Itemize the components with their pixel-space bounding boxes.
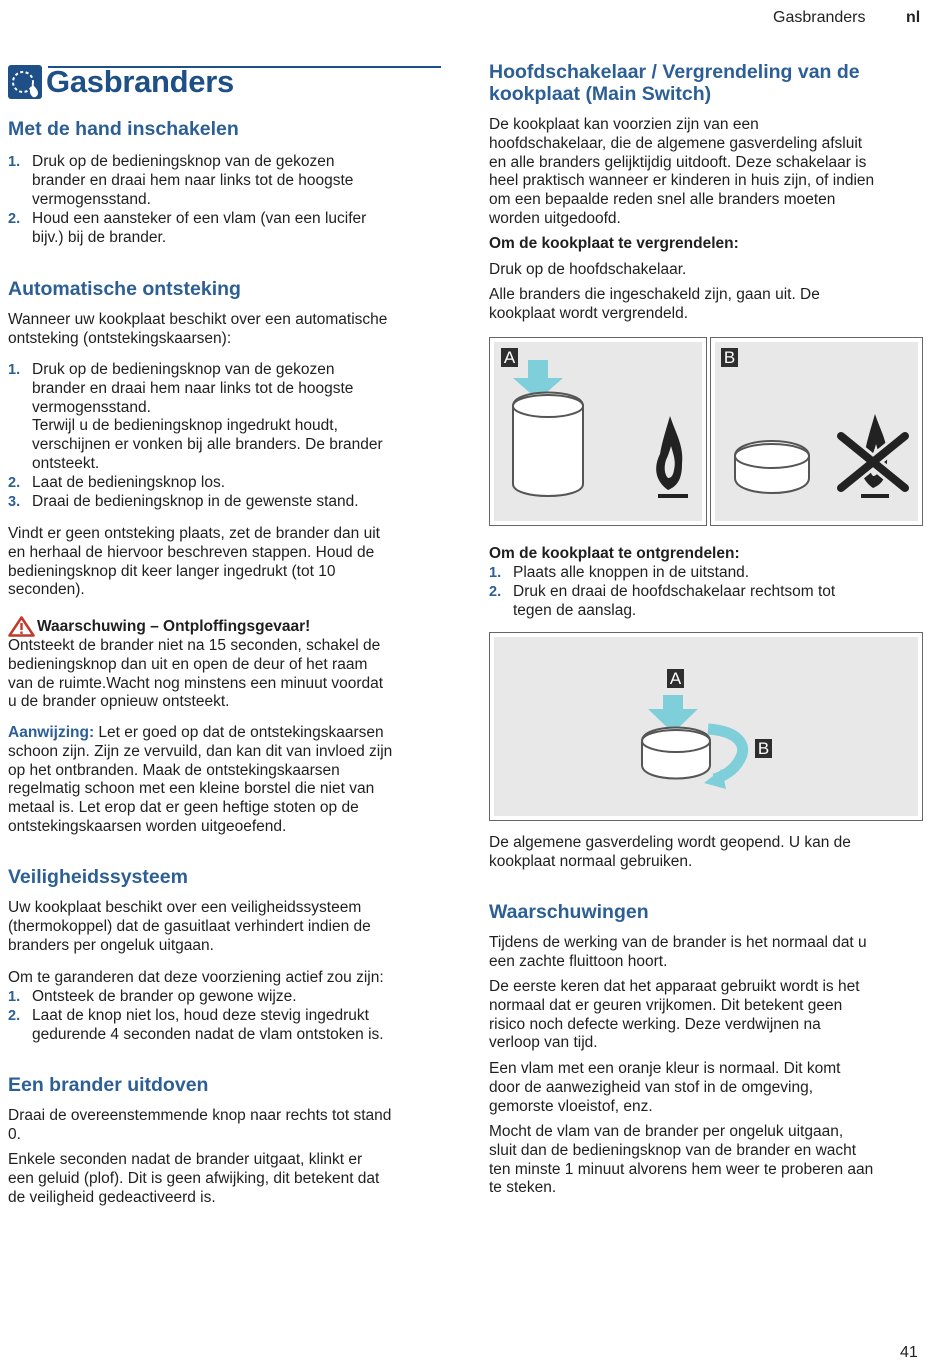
heading-main-switch bbox=[489, 61, 860, 105]
paragraph-line: door de aanwezigheid van stof in de omgeving, bbox=[489, 1078, 813, 1096]
paragraph-line: bedieningsknop dit keer langer ingedrukt (tot 10 bbox=[8, 562, 336, 580]
heading-safety-system: Veiligheidssysteem bbox=[8, 866, 188, 888]
paragraph-line: seconden). bbox=[8, 581, 85, 599]
paragraph-line: kookplaat normaal gebruiken. bbox=[489, 852, 693, 870]
paragraph-line: Ontsteekt de brander niet na 15 seconden, schakel de bbox=[8, 637, 381, 654]
warnings-p2 bbox=[489, 978, 860, 1053]
paragraph-line: en alle branders gelijktijdig uitdooft. Deze schakelaar is bbox=[489, 153, 867, 171]
figure-label: B bbox=[721, 348, 738, 367]
paragraph-line: Mocht de vlam van de brander per ongeluk uitgaan, bbox=[489, 1123, 844, 1140]
paragraph-line: Tijdens de werking van de brander is het normaal dat u bbox=[489, 934, 867, 951]
paragraph-line: Een vlam met een oranje kleur is normaal. Dit komt bbox=[489, 1060, 841, 1077]
paragraph-line: sluit dan de bedieningsknop van de brander en wacht bbox=[489, 1141, 857, 1159]
paragraph-line: Uw kookplaat beschikt over een veiligheidssysteem bbox=[8, 899, 362, 916]
lock-title: Om de kookplaat te vergrendelen: bbox=[489, 235, 739, 252]
unlock-title: Om de kookplaat te ontgrendelen: bbox=[489, 545, 740, 562]
burner-off-illustration bbox=[711, 338, 922, 525]
paragraph-line: normaal dat er geuren vrijkomen. Dit betekent geen bbox=[489, 996, 843, 1014]
paragraph-line: en herhaal de hiervoor beschreven stappen. Houd de bbox=[8, 543, 375, 561]
safety-paragraph bbox=[8, 969, 384, 988]
paragraph-line: Alle branders die ingeschakeld zijn, gaan uit. De bbox=[489, 286, 820, 303]
step-text: Plaats alle knoppen in de uitstand. bbox=[513, 564, 750, 581]
paragraph-line: ten minste 1 minuut alvorens hem weer te proberen aan bbox=[489, 1160, 874, 1178]
step-text: Laat de bedieningsknop los. bbox=[32, 474, 226, 491]
paragraph-line: De kookplaat kan voorzien zijn van een bbox=[489, 116, 759, 133]
heading-manual-ignition: Met de hand inschakelen bbox=[8, 118, 239, 140]
knob-press-rotate-illustration bbox=[490, 633, 922, 820]
warnings-p1 bbox=[489, 934, 867, 972]
paragraph-line: 0. bbox=[8, 1125, 21, 1143]
step-text: Druk op de bedieningsknop van de gekozen bbox=[32, 153, 335, 170]
step-number: 2. bbox=[8, 475, 21, 491]
step-text: vermogensstand. bbox=[32, 398, 151, 416]
safety-intro bbox=[8, 899, 371, 955]
running-header-language: nl bbox=[906, 9, 921, 26]
paragraph-line: verloop van tijd. bbox=[489, 1034, 598, 1052]
warning-title-row bbox=[8, 615, 383, 637]
page-number: 41 bbox=[900, 1344, 918, 1361]
step-text: Druk op de bedieningsknop van de gekozen bbox=[32, 361, 335, 378]
paragraph-line: Vindt er geen ontsteking plaats, zet de brander dan uit bbox=[8, 525, 380, 542]
paragraph-line: bedieningsknop dan uit en open de deur of het raam bbox=[8, 655, 368, 673]
no-ignition-paragraph bbox=[8, 525, 380, 600]
knob-press-illustration bbox=[490, 338, 706, 525]
main-switch-intro bbox=[489, 116, 874, 229]
heading-warnings: Waarschuwingen bbox=[489, 901, 649, 923]
paragraph-line: gemorste vloeistof, enz. bbox=[489, 1097, 653, 1115]
paragraph-line: de veiligheid gedeactiveerd is. bbox=[8, 1188, 216, 1206]
paragraph-line: Wanneer uw kookplaat beschikt over een automatische bbox=[8, 311, 388, 328]
extinguish-p1 bbox=[8, 1107, 391, 1145]
step-text: ontsteekt. bbox=[32, 454, 100, 472]
note-label: Aanwijzing: bbox=[8, 724, 95, 741]
paragraph-line: regelmatig schoon met een kleine borstel die niet van bbox=[8, 780, 375, 798]
note-text: Let er goed op dat de ontstekingskaarsen bbox=[94, 724, 384, 741]
heading-line: Hoofdschakelaar / Vergrendeling van de bbox=[489, 61, 860, 83]
step-number: 1. bbox=[489, 565, 502, 581]
warning-title: Waarschuwing – Ontploffingsgevaar! bbox=[37, 618, 311, 636]
figure-unlock bbox=[489, 632, 923, 821]
warning-block bbox=[8, 615, 383, 712]
step-text: Druk en draai de hoofdschakelaar rechtsom tot bbox=[513, 583, 836, 600]
paragraph-line: op het ontbranden. Maak de ontstekingskaarsen bbox=[8, 761, 340, 779]
warning-triangle-icon bbox=[8, 616, 35, 637]
step-text: brander en draai hem naar links tot de hoogste bbox=[32, 379, 354, 397]
step-text: Terwijl u de bedieningsknop ingedrukt houdt, bbox=[32, 417, 338, 435]
paragraph-line: ontsteking (ontstekingskaarsen): bbox=[8, 329, 232, 347]
warnings-p3 bbox=[489, 1060, 840, 1116]
paragraph-line: hoofdschakelaar, die de algemene gasverdeling afsluit bbox=[489, 134, 863, 152]
paragraph-line: Draai de overeenstemmende knop naar rechts tot stand bbox=[8, 1107, 392, 1124]
step-number: 2. bbox=[489, 584, 502, 600]
note-block bbox=[8, 724, 392, 837]
step-text: vermogensstand. bbox=[32, 190, 151, 208]
step-number: 1. bbox=[8, 154, 21, 170]
gas-burner-icon bbox=[8, 65, 42, 99]
heading-automatic-ignition: Automatische ontsteking bbox=[8, 278, 241, 300]
paragraph-line: risico noch defecte werking. Deze verdwijnen na bbox=[489, 1015, 821, 1033]
figure-lock-panel-a bbox=[489, 337, 707, 526]
heading-extinguish-burner: Een brander uitdoven bbox=[8, 1074, 209, 1096]
paragraph-line: Om te garanderen dat deze voorziening actief zou zijn: bbox=[8, 969, 384, 986]
paragraph-line: een geluid (plof). Dit is geen afwijking, dit betekent dat bbox=[8, 1169, 380, 1187]
step-number: 1. bbox=[8, 362, 21, 378]
paragraph-line: u de brander opnieuw ontsteekt. bbox=[8, 693, 230, 711]
figure-label: B bbox=[755, 739, 772, 758]
paragraph-line: worden uitgedoofd. bbox=[489, 209, 621, 227]
figure-lock-panel-b bbox=[710, 337, 923, 526]
paragraph-line: ontstekingskaarsen worden uitgeoefend. bbox=[8, 817, 287, 835]
paragraph-line: van de ruimte.Wacht nog minstens een minuut voordat bbox=[8, 674, 384, 692]
paragraph-line: om een bepaalde reden snel alle branders moeten bbox=[489, 191, 836, 209]
step-text: Houd een aansteker of een vlam (van een lucifer bbox=[32, 210, 367, 227]
paragraph-line: branders per ongeluk uitgaan. bbox=[8, 936, 214, 954]
paragraph-line: (thermokoppel) dat de gasuitlaat verhindert indien de bbox=[8, 917, 371, 935]
step-text: gedurende 4 seconden nadat de vlam ontstoken is. bbox=[32, 1025, 384, 1043]
paragraph-line: De algemene gasverdeling wordt geopend. U kan de bbox=[489, 834, 851, 851]
running-header-section: Gasbranders bbox=[773, 9, 866, 26]
paragraph-line: De eerste keren dat het apparaat gebruikt wordt is het bbox=[489, 978, 860, 995]
step-text: brander en draai hem naar links tot de hoogste bbox=[32, 171, 354, 189]
step-number: 1. bbox=[8, 989, 21, 1005]
step-text: Laat de knop niet los, houd deze stevig ingedrukt bbox=[32, 1007, 369, 1024]
step-text: Draai de bedieningsknop in de gewenste stand. bbox=[32, 493, 359, 510]
paragraph-line: kookplaat wordt vergrendeld. bbox=[489, 304, 689, 322]
paragraph-line: schoon zijn. Zijn ze vervuild, dan kan dit van invloed zijn bbox=[8, 742, 393, 760]
paragraph-line: metaal is. Let erop dat er geen heftige stoten op de bbox=[8, 799, 359, 817]
lock-p1: Druk op de hoofdschakelaar. bbox=[489, 261, 687, 278]
step-text: Ontsteek de brander op gewone wijze. bbox=[32, 988, 297, 1005]
step-number: 3. bbox=[8, 494, 21, 510]
figure-label: A bbox=[501, 348, 518, 367]
page-title: Gasbranders bbox=[46, 64, 234, 99]
lock-p2 bbox=[489, 286, 820, 324]
warnings-p4 bbox=[489, 1123, 873, 1198]
extinguish-p2 bbox=[8, 1151, 379, 1207]
step-text: bijv.) bij de brander. bbox=[32, 228, 167, 246]
paragraph-line: een zachte fluittoon hoort. bbox=[489, 952, 668, 970]
step-text: tegen de aanslag. bbox=[513, 601, 637, 619]
figure-label: A bbox=[667, 669, 684, 688]
step-number: 2. bbox=[8, 1008, 21, 1024]
paragraph-line: heel praktisch wanneer er kinderen in huis zijn, of indien bbox=[489, 172, 875, 190]
after-unlock-paragraph bbox=[489, 834, 851, 872]
paragraph-line: Enkele seconden nadat de brander uitgaat, klinkt er bbox=[8, 1151, 363, 1168]
paragraph-line: te steken. bbox=[489, 1179, 557, 1197]
automatic-intro bbox=[8, 311, 387, 349]
step-text: verschijnen er vonken bij alle branders. De brander bbox=[32, 436, 383, 454]
heading-line: kookplaat (Main Switch) bbox=[489, 83, 712, 105]
step-number: 2. bbox=[8, 211, 21, 227]
